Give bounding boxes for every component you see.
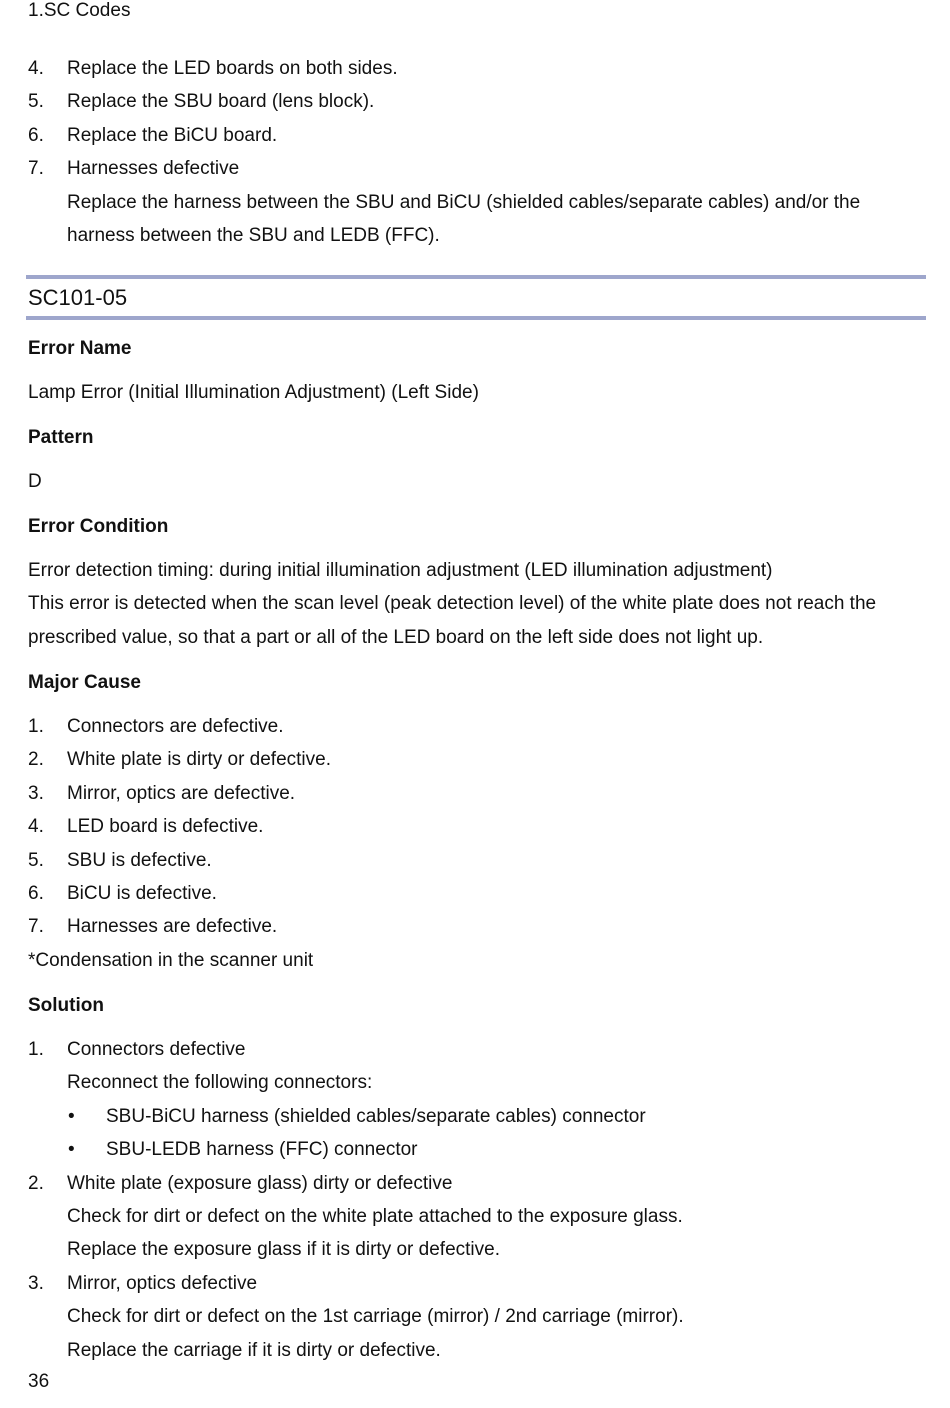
list-item: 5. Replace the SBU board (lens block). — [28, 91, 375, 113]
list-item: 3. Mirror, optics defective — [28, 1272, 258, 1294]
text-line: This error is detected when the scan level (peak detection level) of the white plate does not reach the — [28, 593, 877, 615]
bullet-icon: • — [68, 1139, 75, 1161]
major-cause-list — [28, 710, 928, 977]
pattern-heading: Pattern — [28, 427, 94, 448]
text-line: Error detection timing: during initial illumination adjustment (LED illumination adjustment) — [28, 560, 773, 581]
list-item-detail: Check for dirt or defect on the white plate attached to the exposure glass. — [67, 1206, 683, 1228]
list-item: 7. Harnesses defective — [28, 158, 240, 180]
page-number: 36 — [28, 1371, 50, 1392]
bullet-icon: • — [68, 1105, 75, 1127]
solution-heading: Solution — [28, 995, 104, 1016]
list-item: 7. Harnesses are defective. — [28, 916, 278, 938]
list-item-detail: Check for dirt or defect on the 1st carriage (mirror) / 2nd carriage (mirror). — [67, 1306, 684, 1328]
condensation-note: *Condensation in the scanner unit — [28, 949, 314, 971]
solution-list — [28, 1033, 928, 1367]
list-item-detail: harness between the SBU and LEDB (FFC). — [67, 225, 440, 247]
list-item-detail: Replace the harness between the SBU and BiCU (shielded cables/separate cables) and/or the — [67, 191, 861, 213]
sc-code-title: SC101-05 — [28, 285, 128, 310]
list-item: 3. Mirror, optics are defective. — [28, 782, 296, 804]
section-rule-top — [26, 275, 926, 279]
list-item: 4. LED board is defective. — [28, 816, 264, 838]
section-header: 1.SC Codes — [28, 0, 131, 21]
continued-list — [28, 52, 928, 252]
list-item: 1. Connectors are defective. — [28, 716, 284, 737]
list-item: 1. Connectors defective — [28, 1039, 246, 1060]
error-condition-heading: Error Condition — [28, 516, 169, 537]
list-item: 6. BiCU is defective. — [28, 883, 217, 905]
text-line: prescribed value, so that a part or all of the LED board on the left side does not light up. — [28, 626, 764, 648]
list-item: 6. Replace the BiCU board. — [28, 124, 278, 146]
section-rule-bottom — [26, 316, 926, 320]
list-item: 2. White plate is dirty or defective. — [28, 749, 331, 771]
error-condition-text — [28, 554, 928, 654]
error-name-heading: Error Name — [28, 338, 132, 359]
error-name-text: Lamp Error (Initial Illumination Adjustment) (Left Side) — [28, 382, 479, 403]
major-cause-heading: Major Cause — [28, 672, 141, 693]
bullet-item: • SBU-BiCU harness (shielded cables/separate cables) connector — [28, 1100, 928, 1133]
list-item-detail: Replace the exposure glass if it is dirty or defective. — [67, 1239, 500, 1261]
list-item-detail: Reconnect the following connectors: — [67, 1072, 373, 1094]
bullet-item: • SBU-LEDB harness (FFC) connector — [28, 1133, 928, 1166]
pattern-text: D — [28, 471, 42, 492]
list-item-detail: Replace the carriage if it is dirty or defective. — [67, 1339, 441, 1361]
list-item: 4. Replace the LED boards on both sides. — [28, 58, 398, 79]
list-item: 2. White plate (exposure glass) dirty or defective — [28, 1172, 453, 1194]
list-item: 5. SBU is defective. — [28, 849, 212, 871]
